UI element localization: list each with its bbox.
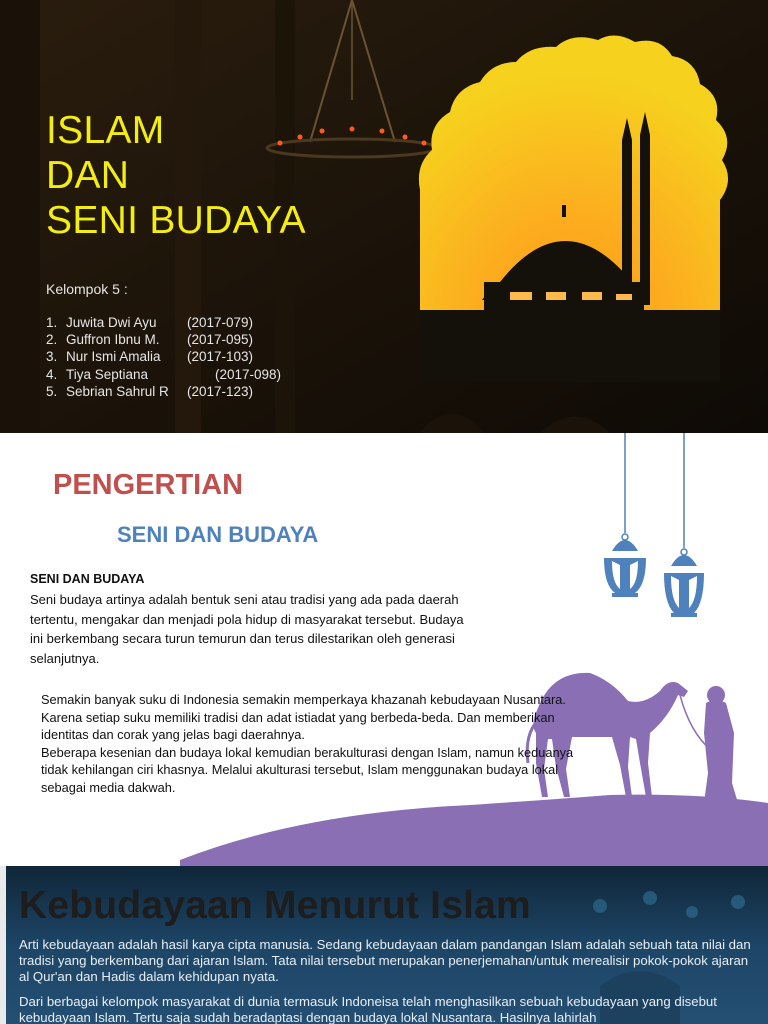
section-label: SENI DAN BUDAYA [30, 572, 145, 586]
member-name: Sebrian Sahrul R [66, 383, 169, 399]
slide-heading: Kebudayaan Menurut Islam [19, 884, 531, 927]
member-number: 3. [46, 349, 58, 365]
member-nim: (2017-098) [215, 366, 282, 382]
lantern-icon [604, 433, 646, 597]
member-nim: (2017-103) [187, 349, 254, 365]
explanation-line: Beberapa kesenian dan budaya lokal kemudian berakulturasi dengan Islam, namun keduanya tidak kehilangan ciri khasnya. Melalui akulturasi tersebut, Islam menggunakan budaya lokal sebagai media dakwah. [41, 744, 574, 795]
member-name: Guffron Ibnu M. [66, 332, 160, 348]
explanation-line: Karena setiap suku memiliki tradisi dan adat istiadat yang berbeda-beda. Dan memberikan identitas dan corak yang jelas bagi daerahnya. [41, 709, 555, 743]
slide-kebudayaan [0, 866, 768, 1024]
member-name: Nur Ismi Amalia [66, 349, 161, 365]
slide-title [0, 0, 768, 433]
member-nim: (2017-079) [187, 315, 254, 330]
member-name: Juwita Dwi Ayu [66, 315, 157, 330]
explanation-line: Semakin banyak suku di Indonesia semakin memperkaya khazanah kebudayaan Nusantara. [41, 692, 566, 707]
desert-dune [180, 795, 768, 866]
title-line: ISLAM [46, 109, 165, 152]
member-name: Tiya Septiana [66, 366, 149, 382]
group-label: Kelompok 5 : [46, 281, 128, 297]
lantern-icon [664, 433, 704, 617]
slide-subheading: SENI DAN BUDAYA [117, 522, 319, 547]
member-nim: (2017-123) [187, 383, 254, 399]
title-line: DAN [46, 154, 130, 197]
member-number: 4. [46, 366, 58, 382]
explanation-text [41, 691, 586, 797]
title-line: SENI BUDAYA [46, 199, 306, 242]
culture-paragraph: Arti kebudayaan adalah hasil karya cipta manusia. Sedang kebudayaan dalam pandangan Islam adalah sebuah tata nilai dan tradisi yang berkembang dari ajaran Islam. Tata nilai tersebut merupakan penerjemahan/untuk merealisir pokok-pokok ajaran al Qur'an dan Hadis dalam kehidupan nyata. [19, 937, 751, 984]
member-nim: (2017-095) [187, 332, 254, 348]
member-number: 1. [46, 315, 58, 330]
slide-heading: PENGERTIAN [53, 469, 244, 501]
traveler-silhouette [704, 686, 738, 803]
presentation-title [46, 108, 306, 243]
culture-paragraph: Dari berbagai kelompok masyarakat di dunia termasuk Indoneisa telah menghasilkan sebuah kebudayaan yang disebut kebudayaan Islam. Tertu saja sudah beradaptasi dengan budaya lokal Nusantara. Hasilnya lahirlah [19, 994, 717, 1024]
member-number: 5. [46, 383, 58, 399]
definition-paragraph: Seni budaya artinya adalah bentuk seni atau tradisi yang ada pada daerah tertentu, mengakar dan menjadi pola hidup di masyarakat tersebut. Budaya ini berkembang secara turun temurun dan terus dilestarikan oleh generasi selanjutnya. [30, 592, 464, 666]
slide-pengertian [0, 433, 768, 866]
member-number: 2. [46, 332, 58, 348]
